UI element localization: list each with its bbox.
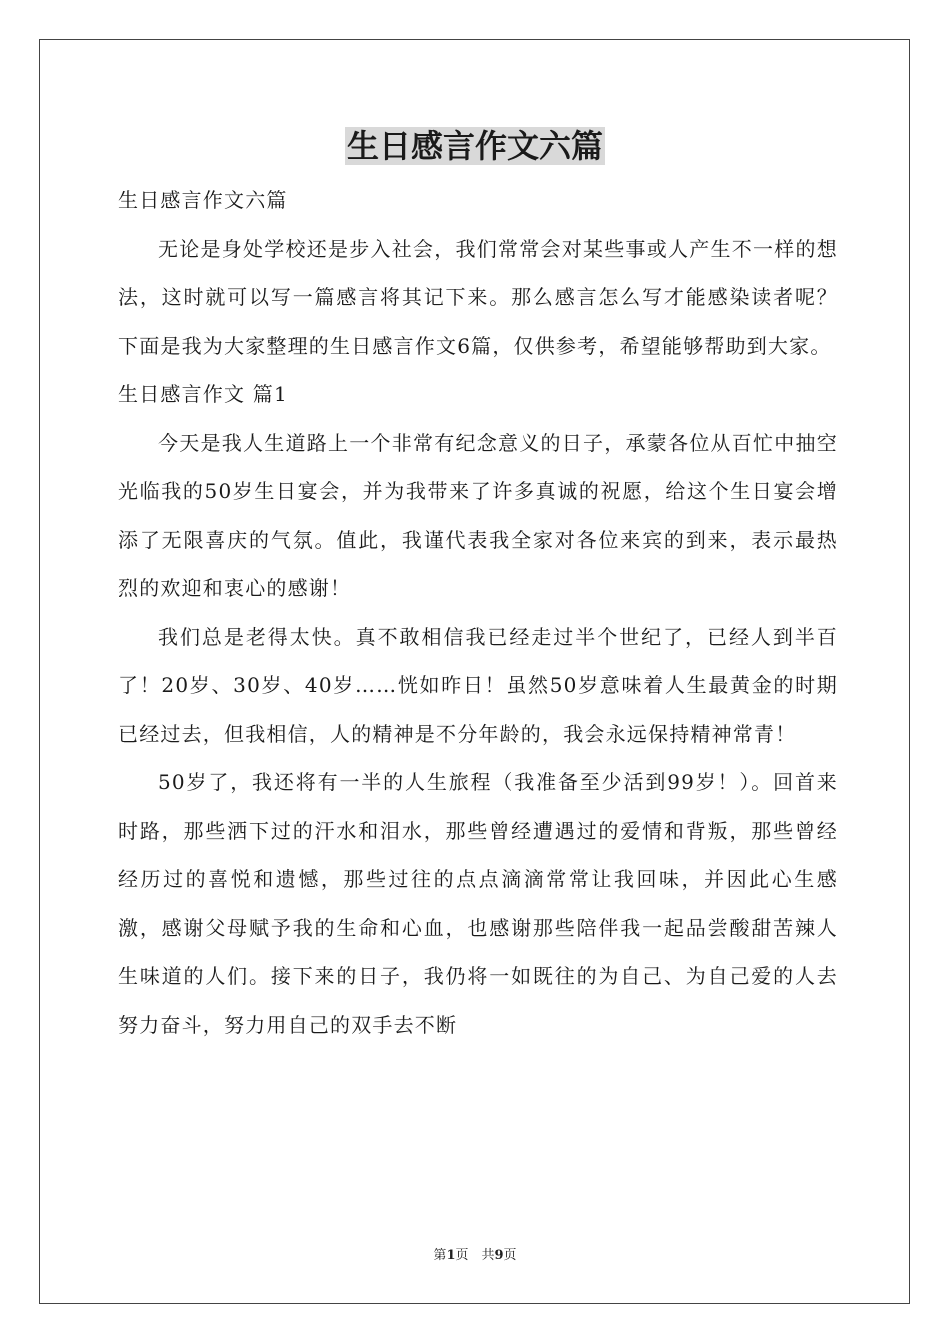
body-paragraph: 今天是我人生道路上一个非常有纪念意义的日子，承蒙各位从百忙中抽空光临我的50岁生日宴会，并为我带来了许多真诚的祝愿，给这个生日宴会增添了无限喜庆的气氛。值此，我谨代表我全家对各位来宾的到来，表示最热烈的欢迎和衷心的感谢！ [118,430,838,600]
body-paragraph: 50岁了，我还将有一半的人生旅程（我准备至少活到99岁！）。回首来时路，那些洒下过的汗水和泪水，那些曾经遭遇过的爱情和背叛，那些曾经经历过的喜悦和遗憾，那些过往的点点滴滴常常让我回味，并因此心生感激，感谢父母赋予我的生命和心血，也感谢那些陪伴我一起品尝酸甜苦辣人生味道的人们。接下来的日子，我仍将一如既往的为自己、为自己爱的人去努力奋斗，努力用自己的双手去不断 [118,770,838,1037]
body-paragraph: 我们总是老得太快。真不敢相信我已经走过半个世纪了，已经人到半百了！20岁、30岁、40岁……恍如昨日！虽然50岁意味着人生最黄金的时期已经过去，但我相信，人的精神是不分年龄的，我会永远保持精神常青！ [118,624,838,746]
page-label-prefix: 第 [433,1248,447,1263]
document-title-text: 生日感言作文六篇 [346,127,603,165]
page-label-mid: 页 共 [455,1248,495,1263]
document-title [0,122,950,170]
document-subtitle: 生日感言作文六篇 [118,188,288,212]
document-body [118,176,838,1049]
page-total: 9 [494,1248,504,1263]
page-current: 1 [446,1248,456,1263]
page-footer [0,1246,950,1266]
intro-paragraph: 无论是身处学校还是步入社会，我们常常会对某些事或人产生不一样的想法，这时就可以写一篇感言将其记下来。那么感言怎么写才能感染读者呢？下面是我为大家整理的生日感言作文6篇，仅供参考，希望能够帮助到大家。 [118,236,838,358]
section-heading: 生日感言作文 篇1 [118,382,288,406]
page-label-suffix: 页 [503,1248,517,1263]
